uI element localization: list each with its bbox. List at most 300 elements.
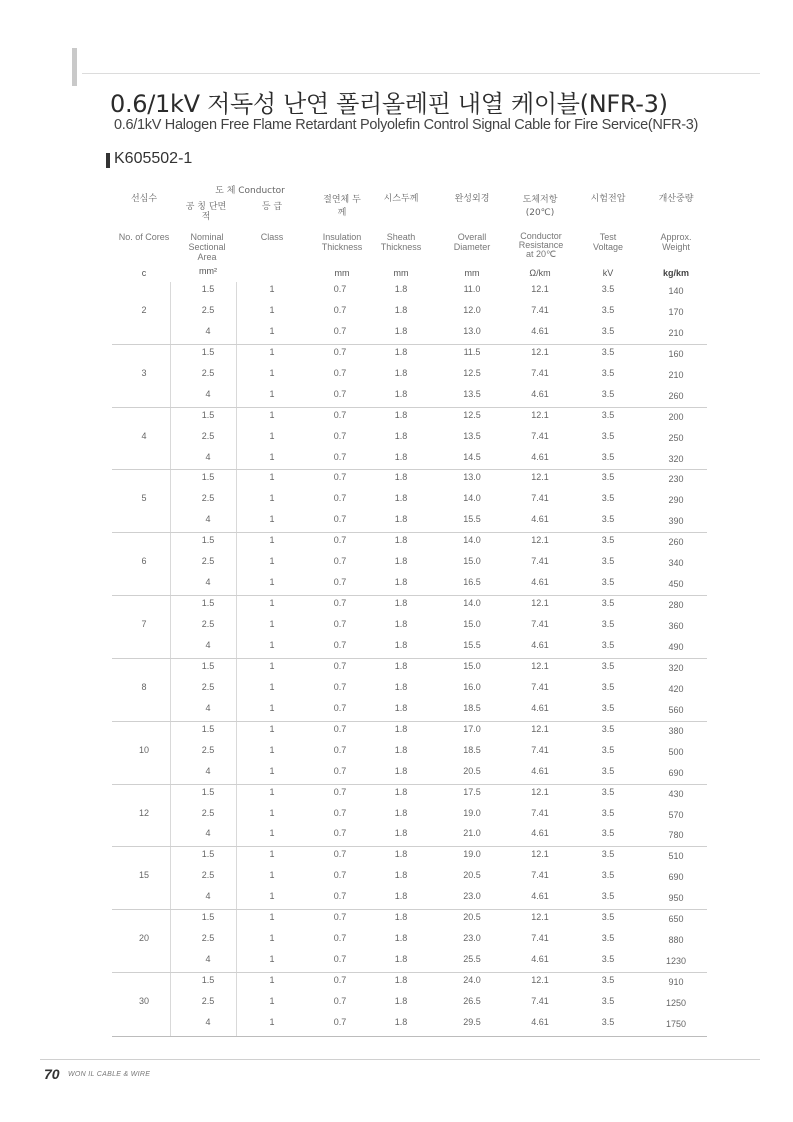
sheath-cell: 1.8 <box>394 975 408 985</box>
voltage-cell: 3.5 <box>601 326 615 336</box>
voltage-cell: 3.5 <box>601 284 615 294</box>
area-cell: 4 <box>205 640 211 650</box>
cores-cell: 15 <box>138 870 149 880</box>
area-cell: 2.5 <box>201 619 215 629</box>
sheath-cell: 1.8 <box>394 933 408 943</box>
voltage-cell: 3.5 <box>601 787 615 797</box>
resistance-cell: 4.61 <box>531 766 549 776</box>
voltage-cell: 3.5 <box>601 870 615 880</box>
voltage-cell: 3.5 <box>601 493 615 503</box>
diameter-cell: 21.0 <box>463 828 481 838</box>
top-divider <box>82 73 760 74</box>
weight-cell: 340 <box>668 558 684 568</box>
resistance-cell: 4.61 <box>531 891 549 901</box>
weight-cell: 430 <box>668 789 684 799</box>
insulation-cell: 0.7 <box>333 577 347 587</box>
voltage-cell: 3.5 <box>601 514 615 524</box>
diameter-cell: 23.0 <box>463 891 481 901</box>
header-sheath-ko: 시스두께 <box>383 194 419 204</box>
class-cell: 1 <box>269 368 275 378</box>
weight-cell: 650 <box>668 914 684 924</box>
class-cell: 1 <box>269 493 275 503</box>
class-cell: 1 <box>269 619 275 629</box>
sheath-cell: 1.8 <box>394 431 408 441</box>
sheath-cell: 1.8 <box>394 954 408 964</box>
header-class-ko: 등 급 <box>261 202 283 212</box>
group-separator <box>112 909 707 910</box>
diameter-cell: 15.0 <box>463 661 481 671</box>
sheath-cell: 1.8 <box>394 535 408 545</box>
header-cores-en: No. of Cores <box>118 232 170 242</box>
weight-cell: 320 <box>668 454 684 464</box>
insulation-cell: 0.7 <box>333 493 347 503</box>
area-cell: 2.5 <box>201 556 215 566</box>
group-separator <box>112 532 707 533</box>
weight-cell: 420 <box>668 684 684 694</box>
insulation-cell: 0.7 <box>333 305 347 315</box>
resistance-cell: 4.61 <box>531 703 549 713</box>
class-cell: 1 <box>269 661 275 671</box>
footer-divider <box>40 1059 760 1060</box>
resistance-cell: 12.1 <box>531 912 549 922</box>
class-cell: 1 <box>269 933 275 943</box>
area-cell: 1.5 <box>201 284 215 294</box>
insulation-cell: 0.7 <box>333 556 347 566</box>
resistance-cell: 12.1 <box>531 787 549 797</box>
area-cell: 4 <box>205 326 211 336</box>
insulation-cell: 0.7 <box>333 870 347 880</box>
class-cell: 1 <box>269 472 275 482</box>
insulation-cell: 0.7 <box>333 472 347 482</box>
table-bottom-rule <box>112 1036 707 1037</box>
class-cell: 1 <box>269 724 275 734</box>
sheath-cell: 1.8 <box>394 996 408 1006</box>
weight-cell: 780 <box>668 830 684 840</box>
cores-cell: 20 <box>138 933 149 943</box>
sheath-cell: 1.8 <box>394 724 408 734</box>
class-cell: 1 <box>269 577 275 587</box>
resistance-cell: 7.41 <box>531 493 549 503</box>
voltage-cell: 3.5 <box>601 431 615 441</box>
voltage-cell: 3.5 <box>601 389 615 399</box>
resistance-cell: 12.1 <box>531 284 549 294</box>
cores-cell: 12 <box>138 808 149 818</box>
diameter-cell: 14.5 <box>463 452 481 462</box>
resistance-cell: 12.1 <box>531 849 549 859</box>
area-cell: 1.5 <box>201 535 215 545</box>
voltage-cell: 3.5 <box>601 745 615 755</box>
insulation-cell: 0.7 <box>333 284 347 294</box>
diameter-cell: 18.5 <box>463 745 481 755</box>
resistance-cell: 4.61 <box>531 954 549 964</box>
area-cell: 4 <box>205 1017 211 1027</box>
weight-cell: 200 <box>668 412 684 422</box>
voltage-cell: 3.5 <box>601 912 615 922</box>
insulation-cell: 0.7 <box>333 724 347 734</box>
voltage-cell: 3.5 <box>601 410 615 420</box>
area-cell: 4 <box>205 452 211 462</box>
resistance-cell: 7.41 <box>531 619 549 629</box>
class-cell: 1 <box>269 996 275 1006</box>
diameter-cell: 14.0 <box>463 493 481 503</box>
weight-cell: 1250 <box>665 998 687 1008</box>
sheath-cell: 1.8 <box>394 493 408 503</box>
weight-cell: 380 <box>668 726 684 736</box>
area-cell: 4 <box>205 389 211 399</box>
resistance-cell: 4.61 <box>531 577 549 587</box>
sheath-cell: 1.8 <box>394 368 408 378</box>
insulation-cell: 0.7 <box>333 849 347 859</box>
header-area-en: Nominal Sectional Area <box>188 232 226 262</box>
diameter-cell: 14.0 <box>463 535 481 545</box>
group-separator <box>112 972 707 973</box>
group-separator <box>112 721 707 722</box>
diameter-cell: 25.5 <box>463 954 481 964</box>
area-cell: 1.5 <box>201 472 215 482</box>
area-cell: 2.5 <box>201 745 215 755</box>
area-cell: 1.5 <box>201 975 215 985</box>
resistance-cell: 7.41 <box>531 305 549 315</box>
insulation-cell: 0.7 <box>333 787 347 797</box>
insulation-cell: 0.7 <box>333 975 347 985</box>
sheath-cell: 1.8 <box>394 808 408 818</box>
insulation-cell: 0.7 <box>333 954 347 964</box>
diameter-cell: 29.5 <box>463 1017 481 1027</box>
diameter-cell: 15.0 <box>463 619 481 629</box>
weight-cell: 450 <box>668 579 684 589</box>
insulation-cell: 0.7 <box>333 535 347 545</box>
sheath-cell: 1.8 <box>394 703 408 713</box>
resistance-cell: 12.1 <box>531 410 549 420</box>
weight-cell: 360 <box>668 621 684 631</box>
sheath-cell: 1.8 <box>394 1017 408 1027</box>
class-cell: 1 <box>269 787 275 797</box>
insulation-cell: 0.7 <box>333 828 347 838</box>
class-cell: 1 <box>269 389 275 399</box>
insulation-cell: 0.7 <box>333 452 347 462</box>
cores-cell: 30 <box>138 996 149 1006</box>
voltage-cell: 3.5 <box>601 368 615 378</box>
voltage-cell: 3.5 <box>601 577 615 587</box>
voltage-cell: 3.5 <box>601 661 615 671</box>
sheath-cell: 1.8 <box>394 766 408 776</box>
sheath-cell: 1.8 <box>394 828 408 838</box>
product-code-marker <box>106 153 110 168</box>
area-cell: 4 <box>205 766 211 776</box>
class-cell: 1 <box>269 808 275 818</box>
sheath-cell: 1.8 <box>394 284 408 294</box>
sheath-cell: 1.8 <box>394 326 408 336</box>
insulation-cell: 0.7 <box>333 326 347 336</box>
page-title-english: 0.6/1kV Halogen Free Flame Retardant Polyolefin Control Signal Cable for Fire Service(NFR-3) <box>114 117 699 133</box>
weight-cell: 690 <box>668 768 684 778</box>
weight-cell: 950 <box>668 893 684 903</box>
class-cell: 1 <box>269 598 275 608</box>
weight-cell: 260 <box>668 537 684 547</box>
page-accent-bar <box>72 48 77 86</box>
voltage-cell: 3.5 <box>601 640 615 650</box>
page-number: 70 <box>44 1066 60 1082</box>
sheath-cell: 1.8 <box>394 891 408 901</box>
class-cell: 1 <box>269 305 275 315</box>
resistance-cell: 12.1 <box>531 598 549 608</box>
diameter-cell: 17.5 <box>463 787 481 797</box>
insulation-cell: 0.7 <box>333 389 347 399</box>
diameter-cell: 13.5 <box>463 431 481 441</box>
weight-cell: 510 <box>668 851 684 861</box>
weight-cell: 210 <box>668 328 684 338</box>
insulation-cell: 0.7 <box>333 682 347 692</box>
class-cell: 1 <box>269 326 275 336</box>
sheath-cell: 1.8 <box>394 410 408 420</box>
header-voltage-en: Test Voltage <box>592 232 624 252</box>
resistance-cell: 12.1 <box>531 975 549 985</box>
diameter-cell: 12.0 <box>463 305 481 315</box>
insulation-cell: 0.7 <box>333 598 347 608</box>
voltage-cell: 3.5 <box>601 766 615 776</box>
weight-cell: 160 <box>668 349 684 359</box>
header-resistance-ko: 도체저항 (20℃) <box>522 195 558 218</box>
product-code: K605502-1 <box>114 150 193 167</box>
header-cores-ko: 선심수 <box>130 194 158 204</box>
area-cell: 4 <box>205 954 211 964</box>
sheath-cell: 1.8 <box>394 619 408 629</box>
sheath-cell: 1.8 <box>394 305 408 315</box>
sheath-cell: 1.8 <box>394 870 408 880</box>
voltage-cell: 3.5 <box>601 305 615 315</box>
class-cell: 1 <box>269 766 275 776</box>
class-cell: 1 <box>269 284 275 294</box>
header-diameter-ko: 완성외경 <box>454 194 490 204</box>
header-weight-en: Approx. Weight <box>660 232 692 252</box>
diameter-cell: 15.0 <box>463 556 481 566</box>
sheath-cell: 1.8 <box>394 849 408 859</box>
resistance-cell: 12.1 <box>531 347 549 357</box>
group-separator <box>112 595 707 596</box>
insulation-cell: 0.7 <box>333 661 347 671</box>
resistance-cell: 4.61 <box>531 389 549 399</box>
voltage-cell: 3.5 <box>601 472 615 482</box>
resistance-cell: 4.61 <box>531 514 549 524</box>
diameter-cell: 19.0 <box>463 808 481 818</box>
weight-cell: 910 <box>668 977 684 987</box>
diameter-cell: 18.5 <box>463 703 481 713</box>
group-separator <box>112 407 707 408</box>
area-cell: 2.5 <box>201 431 215 441</box>
area-cell: 2.5 <box>201 808 215 818</box>
voltage-cell: 3.5 <box>601 703 615 713</box>
diameter-cell: 19.0 <box>463 849 481 859</box>
resistance-cell: 12.1 <box>531 472 549 482</box>
resistance-cell: 4.61 <box>531 640 549 650</box>
voltage-cell: 3.5 <box>601 933 615 943</box>
header-diameter-en: Overall Diameter <box>453 232 491 252</box>
insulation-cell: 0.7 <box>333 640 347 650</box>
area-cell: 4 <box>205 891 211 901</box>
diameter-cell: 15.5 <box>463 640 481 650</box>
diameter-cell: 13.5 <box>463 389 481 399</box>
class-cell: 1 <box>269 870 275 880</box>
weight-cell: 1230 <box>665 956 687 966</box>
class-cell: 1 <box>269 514 275 524</box>
voltage-cell: 3.5 <box>601 1017 615 1027</box>
group-separator <box>112 469 707 470</box>
voltage-cell: 3.5 <box>601 849 615 859</box>
insulation-cell: 0.7 <box>333 745 347 755</box>
weight-cell: 260 <box>668 391 684 401</box>
resistance-cell: 4.61 <box>531 1017 549 1027</box>
header-weight-ko: 개산중량 <box>658 194 694 204</box>
area-cell: 2.5 <box>201 996 215 1006</box>
area-cell: 4 <box>205 514 211 524</box>
insulation-cell: 0.7 <box>333 431 347 441</box>
diameter-cell: 12.5 <box>463 410 481 420</box>
voltage-cell: 3.5 <box>601 996 615 1006</box>
weight-cell: 570 <box>668 810 684 820</box>
area-cell: 1.5 <box>201 661 215 671</box>
diameter-cell: 17.0 <box>463 724 481 734</box>
insulation-cell: 0.7 <box>333 766 347 776</box>
sheath-cell: 1.8 <box>394 787 408 797</box>
area-cell: 2.5 <box>201 493 215 503</box>
area-cell: 2.5 <box>201 305 215 315</box>
area-cell: 2.5 <box>201 682 215 692</box>
group-separator <box>112 784 707 785</box>
insulation-cell: 0.7 <box>333 619 347 629</box>
resistance-cell: 7.41 <box>531 808 549 818</box>
diameter-cell: 16.5 <box>463 577 481 587</box>
sheath-cell: 1.8 <box>394 347 408 357</box>
class-cell: 1 <box>269 452 275 462</box>
diameter-cell: 20.5 <box>463 870 481 880</box>
group-separator <box>112 344 707 345</box>
weight-cell: 170 <box>668 307 684 317</box>
unit-voltage: kV <box>602 268 614 278</box>
resistance-cell: 4.61 <box>531 452 549 462</box>
resistance-cell: 7.41 <box>531 870 549 880</box>
resistance-cell: 4.61 <box>531 828 549 838</box>
class-cell: 1 <box>269 682 275 692</box>
sheath-cell: 1.8 <box>394 745 408 755</box>
voltage-cell: 3.5 <box>601 828 615 838</box>
area-cell: 1.5 <box>201 787 215 797</box>
diameter-cell: 23.0 <box>463 933 481 943</box>
header-voltage-ko: 시험전압 <box>590 194 626 204</box>
class-cell: 1 <box>269 828 275 838</box>
group-separator <box>112 658 707 659</box>
resistance-cell: 7.41 <box>531 745 549 755</box>
class-cell: 1 <box>269 703 275 713</box>
insulation-cell: 0.7 <box>333 514 347 524</box>
sheath-cell: 1.8 <box>394 514 408 524</box>
diameter-cell: 20.5 <box>463 912 481 922</box>
weight-cell: 500 <box>668 747 684 757</box>
weight-cell: 880 <box>668 935 684 945</box>
sheath-cell: 1.8 <box>394 912 408 922</box>
resistance-cell: 4.61 <box>531 326 549 336</box>
cores-cell: 4 <box>141 431 147 441</box>
insulation-cell: 0.7 <box>333 808 347 818</box>
header-insulation-en: Insulation Thickness <box>321 232 363 252</box>
cores-cell: 8 <box>141 682 147 692</box>
voltage-cell: 3.5 <box>601 682 615 692</box>
header-sheath-en: Sheath Thickness <box>380 232 422 252</box>
weight-cell: 560 <box>668 705 684 715</box>
cores-cell: 6 <box>141 556 147 566</box>
diameter-cell: 26.5 <box>463 996 481 1006</box>
area-cell: 1.5 <box>201 724 215 734</box>
weight-cell: 250 <box>668 433 684 443</box>
area-cell: 4 <box>205 703 211 713</box>
area-cell: 1.5 <box>201 849 215 859</box>
weight-cell: 280 <box>668 600 684 610</box>
class-cell: 1 <box>269 347 275 357</box>
class-cell: 1 <box>269 891 275 901</box>
area-cell: 4 <box>205 828 211 838</box>
voltage-cell: 3.5 <box>601 808 615 818</box>
area-cell: 2.5 <box>201 933 215 943</box>
weight-cell: 690 <box>668 872 684 882</box>
cores-cell: 2 <box>141 305 147 315</box>
diameter-cell: 13.0 <box>463 472 481 482</box>
area-cell: 1.5 <box>201 912 215 922</box>
weight-cell: 390 <box>668 516 684 526</box>
sheath-cell: 1.8 <box>394 598 408 608</box>
resistance-cell: 12.1 <box>531 724 549 734</box>
cores-cell: 5 <box>141 493 147 503</box>
diameter-cell: 14.0 <box>463 598 481 608</box>
diameter-cell: 24.0 <box>463 975 481 985</box>
weight-cell: 210 <box>668 370 684 380</box>
diameter-cell: 16.0 <box>463 682 481 692</box>
header-insulation-ko: 절연체 두 께 <box>323 195 361 218</box>
insulation-cell: 0.7 <box>333 933 347 943</box>
unit-resistance: Ω/km <box>529 268 551 278</box>
unit-diameter: mm <box>464 268 480 278</box>
resistance-cell: 7.41 <box>531 933 549 943</box>
unit-cores: c <box>141 268 147 278</box>
diameter-cell: 13.0 <box>463 326 481 336</box>
resistance-cell: 7.41 <box>531 431 549 441</box>
insulation-cell: 0.7 <box>333 347 347 357</box>
voltage-cell: 3.5 <box>601 975 615 985</box>
voltage-cell: 3.5 <box>601 556 615 566</box>
area-cell: 1.5 <box>201 598 215 608</box>
sheath-cell: 1.8 <box>394 577 408 587</box>
insulation-cell: 0.7 <box>333 410 347 420</box>
area-cell: 2.5 <box>201 870 215 880</box>
sheath-cell: 1.8 <box>394 556 408 566</box>
class-cell: 1 <box>269 849 275 859</box>
insulation-cell: 0.7 <box>333 703 347 713</box>
insulation-cell: 0.7 <box>333 891 347 901</box>
insulation-cell: 0.7 <box>333 996 347 1006</box>
weight-cell: 1750 <box>665 1019 687 1029</box>
header-resistance-en: Conductor Resistance at 20℃ <box>518 231 564 259</box>
company-name: WON IL CABLE & WIRE <box>68 1071 151 1078</box>
insulation-cell: 0.7 <box>333 912 347 922</box>
area-cell: 1.5 <box>201 347 215 357</box>
cores-cell: 7 <box>141 619 147 629</box>
sheath-cell: 1.8 <box>394 661 408 671</box>
voltage-cell: 3.5 <box>601 452 615 462</box>
area-cell: 4 <box>205 577 211 587</box>
unit-sheath: mm <box>393 268 409 278</box>
class-cell: 1 <box>269 640 275 650</box>
diameter-cell: 20.5 <box>463 766 481 776</box>
voltage-cell: 3.5 <box>601 954 615 964</box>
insulation-cell: 0.7 <box>333 368 347 378</box>
